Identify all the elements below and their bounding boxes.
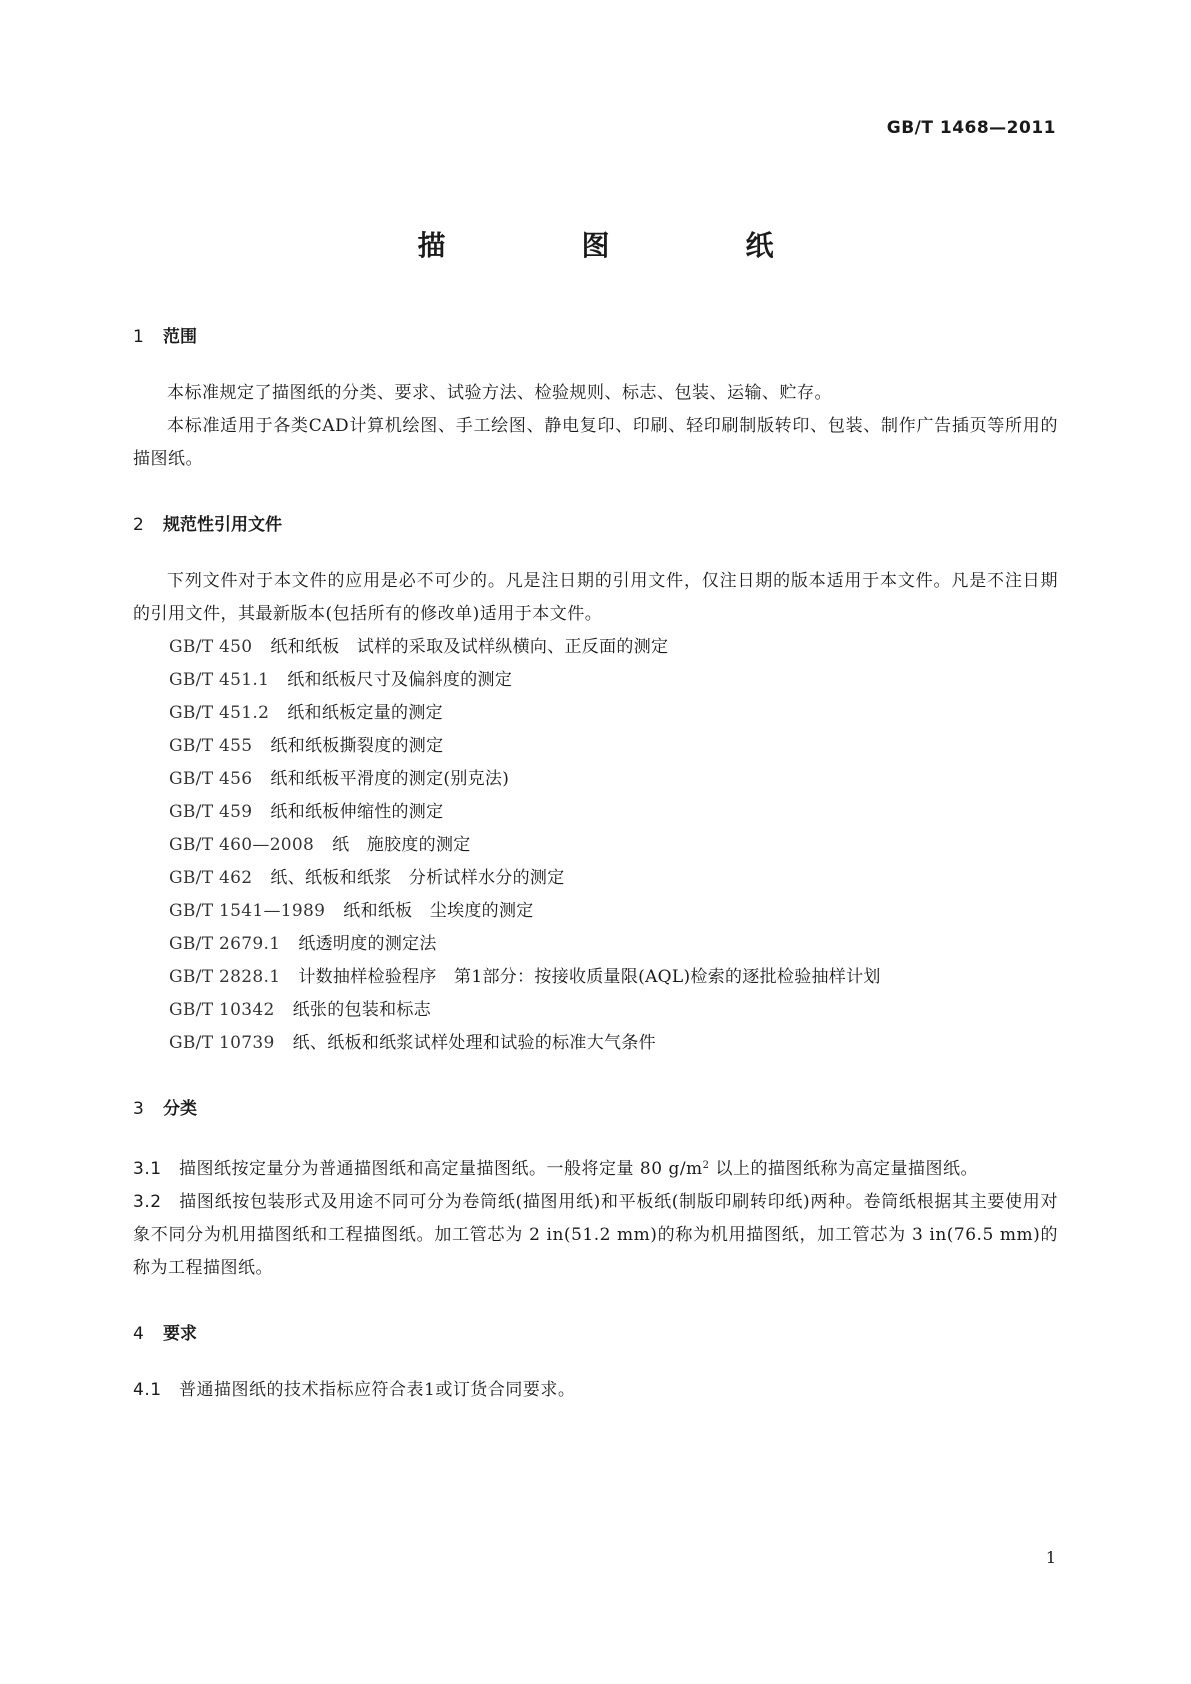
clause-3-1 (133, 1149, 1058, 1186)
clause-number: 3.2 (133, 1192, 162, 1212)
reference-title: 纸和纸板 试样的采取及试样纵横向、正反面的测定 (270, 637, 669, 657)
clause-4-1 (133, 1374, 1058, 1407)
reference-title: 纸和纸板伸缩性的测定 (270, 802, 444, 822)
section-title: 范围 (163, 327, 197, 347)
reference-item (169, 994, 1058, 1027)
document-title: 描 图 纸 (417, 229, 828, 262)
section-title: 分类 (163, 1099, 197, 1119)
reference-title: 纸、纸板和纸浆试样处理和试验的标准大气条件 (292, 1033, 656, 1053)
reference-code: GB/T 2679.1 (169, 934, 281, 954)
standard-code-header: GB/T 1468—2011 (886, 118, 1056, 138)
reference-code: GB/T 2828.1 (169, 967, 281, 987)
reference-title: 纸和纸板撕裂度的测定 (270, 736, 444, 756)
reference-item (169, 961, 1058, 994)
section-number: 1 (133, 327, 144, 347)
reference-item (169, 829, 1058, 862)
reference-code: GB/T 451.2 (169, 703, 270, 723)
reference-title: 纸透明度的测定法 (298, 934, 437, 954)
references-intro: 下列文件对于本文件的应用是必不可少的。凡是注日期的引用文件，仅注日期的版本适用于本文件。凡是不注日期的引用文件，其最新版本(包括所有的修改单)适用于本文件。 (133, 571, 1058, 624)
clause-number: 4.1 (133, 1380, 162, 1400)
section-heading-normative-references (133, 510, 1058, 540)
reference-item (169, 664, 1058, 697)
scope-paragraph: 本标准适用于各类CAD计算机绘图、手工绘图、静电复印、印刷、轻印刷制版转印、包装、制作广告插页等所用的描图纸。 (133, 416, 1058, 469)
reference-item (169, 796, 1058, 829)
clause-text: 描图纸按定量分为普通描图纸和高定量描图纸。一般将定量 80 g/m (179, 1159, 703, 1179)
reference-code: GB/T 1541—1989 (169, 901, 326, 921)
reference-code: GB/T 10342 (169, 1000, 275, 1020)
reference-title: 纸张的包装和标志 (292, 1000, 432, 1020)
clause-3-2 (133, 1186, 1058, 1285)
clause-text: 以上的描图纸称为高定量描图纸。 (709, 1159, 978, 1179)
section-number: 4 (133, 1324, 144, 1344)
superscript: 2 (702, 1160, 710, 1171)
reference-item (169, 730, 1058, 763)
reference-title: 计数抽样检验程序 第1部分：按接收质量限(AQL)检索的逐批检验抽样计划 (298, 967, 881, 987)
document-body (133, 322, 1058, 1407)
clause-number: 3.1 (133, 1159, 162, 1179)
clause-text: 普通描图纸的技术指标应符合表1或订货合同要求。 (179, 1380, 576, 1400)
reference-title: 纸和纸板 尘埃度的测定 (343, 901, 534, 921)
section-heading-scope (133, 322, 1058, 352)
reference-item (169, 763, 1058, 796)
reference-item (169, 928, 1058, 961)
reference-title: 纸、纸板和纸浆 分析试样水分的测定 (270, 868, 565, 888)
reference-code: GB/T 460—2008 (169, 835, 315, 855)
reference-item (169, 631, 1058, 664)
reference-list (133, 631, 1058, 1060)
reference-code: GB/T 459 (169, 802, 253, 822)
scope-paragraph: 本标准规定了描图纸的分类、要求、试验方法、检验规则、标志、包装、运输、贮存。 (167, 383, 832, 403)
reference-code: GB/T 10739 (169, 1033, 275, 1053)
clause-text: 描图纸按包装形式及用途不同可分为卷筒纸(描图用纸)和平板纸(制版印刷转印纸)两种。卷筒纸根据其主要使用对象不同分为机用描图纸和工程描图纸。加工管芯为 2 in(51.2 mm)的称为机用描图纸，加工管芯为 3 in(76.5 mm)的称为工程描图纸。 (133, 1192, 1058, 1278)
section-heading-requirements (133, 1319, 1058, 1349)
reference-item (169, 895, 1058, 928)
reference-item (169, 1027, 1058, 1060)
section-title: 要求 (163, 1324, 197, 1344)
reference-code: GB/T 455 (169, 736, 253, 756)
section-heading-classification (133, 1094, 1058, 1124)
reference-item (169, 862, 1058, 895)
reference-code: GB/T 456 (169, 769, 253, 789)
reference-code: GB/T 451.1 (169, 670, 270, 690)
section-number: 3 (133, 1099, 144, 1119)
page-number: 1 (1045, 1548, 1056, 1567)
reference-title: 纸和纸板定量的测定 (287, 703, 443, 723)
reference-code: GB/T 450 (169, 637, 253, 657)
reference-title: 纸和纸板平滑度的测定(别克法) (270, 769, 510, 789)
section-title: 规范性引用文件 (163, 515, 282, 535)
reference-code: GB/T 462 (169, 868, 253, 888)
section-number: 2 (133, 515, 144, 535)
reference-title: 纸和纸板尺寸及偏斜度的测定 (287, 670, 513, 690)
reference-title: 纸 施胶度的测定 (332, 835, 471, 855)
reference-item (169, 697, 1058, 730)
